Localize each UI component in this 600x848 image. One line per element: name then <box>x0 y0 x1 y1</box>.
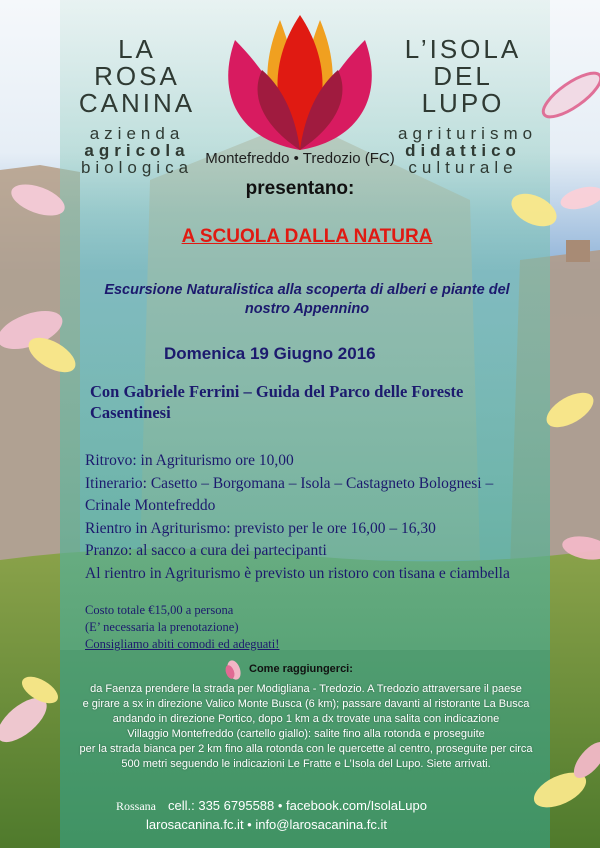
detail-ritrovo: Ritrovo: in Agriturismo ore 10,00 <box>85 452 294 469</box>
right-brand-line3: agriturismo <box>398 124 538 143</box>
directions-line: per la strada bianca per 2 km fino alla rotonda con le quercette al centro, proseguite per circa <box>79 743 533 755</box>
left-brand-line3: azienda <box>89 124 185 143</box>
event-subtitle <box>0 281 600 319</box>
detail-rientro: Rientro in Agriturismo: previsto per le ore 16,00 – 16,30 <box>85 519 436 537</box>
right-brand-line4: didattico <box>405 141 521 160</box>
guide-block <box>90 381 463 423</box>
details-list <box>85 450 510 585</box>
presentano-label: presentano: <box>245 178 355 199</box>
detail-itinerario: Itinerario: Casetto – Borgomana – Isola – Castagneto Bolognesi – <box>85 474 494 492</box>
detail-pranzo: Pranzo: al sacco a cura dei partecipanti <box>85 542 327 559</box>
directions-text <box>62 682 550 772</box>
event-date: Domenica 19 Giugno 2016 <box>164 344 376 363</box>
subtitle-line2: nostro Appennino <box>244 301 370 317</box>
contact-line2: larosacanina.fc.it • info@larosacanina.fc.it <box>146 817 388 832</box>
subtitle-line1: Escursione Naturalistica alla scoperta di alberi e piante del <box>104 282 510 298</box>
directions-line: da Faenza prendere la strada per Modigliana - Tredozio. A Tredozio attraversare il paese <box>90 683 522 695</box>
guide-line2: Casentinesi <box>90 403 171 422</box>
directions-line: e girare a sx in direzione Valico Monte Busca (6 km); passare davanti al ristorante La Busca <box>82 698 530 710</box>
directions-line: andando in direzione Portico, dopo 1 km a dx trovate una salita con indicazione <box>112 713 500 725</box>
event-title: A SCUOLA DALLA NATURA <box>181 226 433 247</box>
location-line: Montefreddo • Tredozio (FC) <box>205 150 395 167</box>
detail-itinerario-cont: Crinale Montefreddo <box>85 497 216 514</box>
contact-line1: cell.: 335 6795588 • facebook.com/IsolaLupo <box>168 798 427 813</box>
right-brand-line1: L’ISOLA <box>404 34 522 64</box>
guide-line1: Con Gabriele Ferrini – Guida del Parco delle Foreste <box>90 382 464 401</box>
left-brand-line2: CANINA <box>78 88 196 118</box>
right-brand-line5: culturale <box>408 158 518 177</box>
contact-name: Rossana <box>116 799 156 813</box>
cost-advice: Consigliamo abiti comodi ed adeguati! <box>85 637 280 651</box>
left-brand-line5: biologica <box>80 158 194 177</box>
cost-block <box>85 602 279 653</box>
detail-ristoro: Al rientro in Agriturismo è previsto un ristoro con tisana e ciambella <box>85 564 510 582</box>
left-brand-line4: agricola <box>84 141 190 160</box>
cost-booking: (E’ necessaria la prenotazione) <box>85 620 239 634</box>
directions-heading: Come raggiungerci: <box>249 663 353 675</box>
right-brand-line2: DEL LUPO <box>421 61 505 118</box>
cost-total: Costo totale €15,00 a persona <box>85 603 234 617</box>
left-brand-line1: LA ROSA <box>94 34 180 91</box>
directions-line: 500 metri seguendo le indicazioni Le Fratte e L’Isola del Lupo. Siete arrivati. <box>121 758 491 770</box>
directions-line: Villaggio Montefreddo (cartello giallo): salite fino alla rotonda e proseguite <box>127 728 485 740</box>
